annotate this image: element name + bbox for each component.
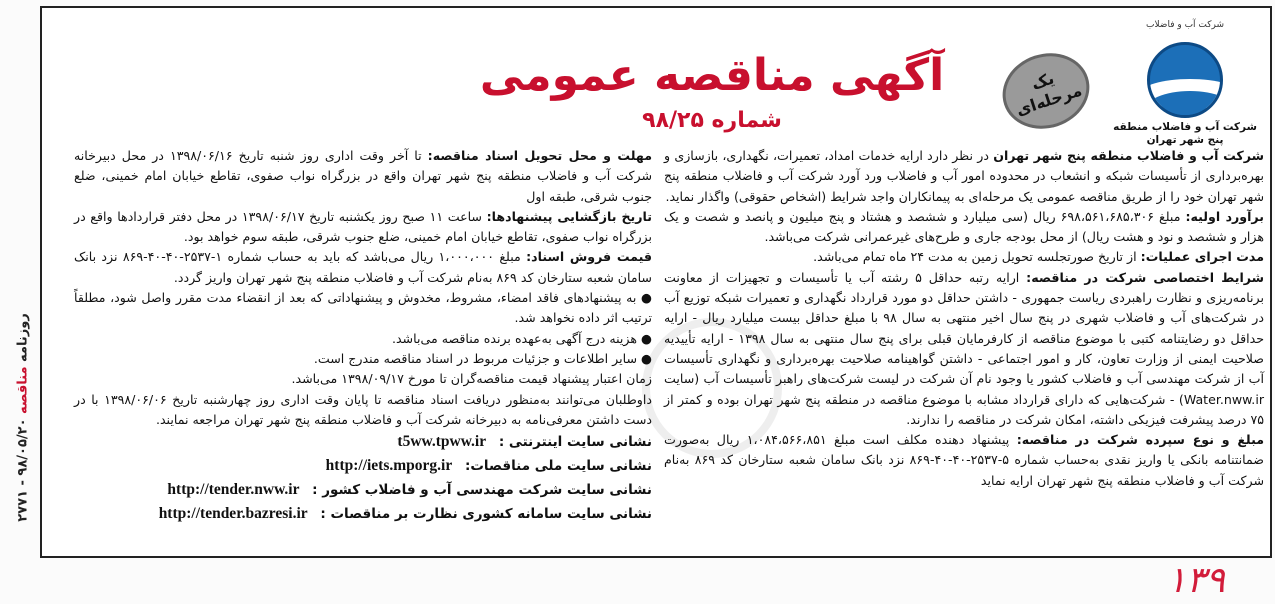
bullet-item: ● سایر اطلاعات و جزئیات مربوط در اسناد مناقصه مندرج است. [313, 350, 652, 366]
deadline-label: مهلت و محل تحویل اسناد مناقصه: [427, 148, 652, 163]
estimate-paragraph [664, 207, 1264, 248]
left-column [74, 146, 652, 526]
intro-company: شرکت آب و فاضلاب منطقه پنج شهر تهران [993, 148, 1264, 163]
nww-tender-link[interactable]: http://tender.nww.ir [167, 481, 300, 499]
link-row [74, 478, 652, 502]
validity-text: زمان اعتبار پیشنهاد قیمت مناقصه‌گران تا مورخ ۱۳۹۸/۰۹/۱۷ می‌باشد. [291, 371, 652, 387]
side-caption [8, 250, 32, 600]
link-row [74, 502, 652, 526]
conditions-text: ارایه رتبه حداقل ۵ رشته آب یا تأسیسات و تجهیزات از معاونت برنامه‌ریزی و نظارت راهبردی ریاست جمهوری - داشتن حداقل دو مورد قرارداد نگهداری و تعمیرات شبکه توزیع آب در شرکت‌های آب و فاضلاب شهری در پنج سال اخیر منتهی به سال ۹۸ با مبلغ حداقل بیست میلیارد ریال - ارایه حداقل دو رضایتنامه کتبی با موضوع مناقصه از کارفرمایان قبلی برای پنج سال منتهی به سال ۱۳۹۸ - ارایه تأییدیه صلاحیت ایمنی از وزارت تعاون، کار و امور اجتماعی - داشتن گواهینامه صلاحیت بهره‌برداری و نگهداری تأسیسات آب از شرکت مهندسی آب و فاضلاب کشور یا وجود نام آن شرکت در لیست شرکت‌های راهبر تأسیسات آب (سایت Water.nww.ir) - شرکت‌هایی که دارای قرارداد مشابه با موضوع مناقصه در منطقه پنج شهر تهران بوده و کمتر از ۷۵ درصد پیشرفت فیزیکی داشته، امکان شرکت در مناقصه را ندارند. [664, 269, 1265, 427]
side-brand: مناقصه [15, 366, 31, 414]
right-column [664, 146, 1264, 491]
stage-stamp: یک مرحله‌ای [993, 42, 1100, 140]
price-text: مبلغ ۱،۰۰۰،۰۰۰ ریال می‌باشد که باید به حساب شماره ۱-۲۵۳۷-۴۰-۴۰-۸۶۹ نزد بانک سامان شعبه ستارخان کد ۸۶۹ به‌نام شرکت آب و فاضلاب منطقه پنج شهر تهران واریز گردد. [74, 249, 652, 285]
opening-label: تاریخ بازگشایی پیشنهادها: [486, 208, 652, 224]
national-tender-link[interactable]: http://iets.mporg.ir [325, 457, 453, 475]
estimate-label: برآورد اولیه: [1185, 208, 1264, 224]
price-label: قیمت فروش اسناد: [526, 249, 653, 265]
deadline-paragraph [74, 146, 652, 207]
bullet-item: ● هزینه درج آگهی به‌عهده برنده مناقصه می‌باشد. [391, 330, 652, 346]
ad-number: شماره ۹۸/۲۵ [642, 108, 782, 133]
guarantee-paragraph [664, 430, 1264, 491]
website-link[interactable]: t5ww.tpww.ir [397, 433, 487, 451]
company-logo [1110, 20, 1260, 146]
duration-paragraph [664, 247, 1264, 267]
applicants-text: داوطلبان می‌توانند به‌منظور دریافت اسناد مناقصه تا پایان وقت اداری روز چهارشنبه تاریخ ۱۳۹۸/۰۶/۰۶ با در دست داشتن معرفی‌نامه به دبیرخانه شرکت آب و فاضلاب منطقه پنج شهر تهران مراجعه نمایند. [74, 391, 652, 427]
link-label: نشانی سایت اینترنتی : [498, 434, 652, 451]
deadline-text: تا آخر وقت اداری روز شنبه تاریخ ۱۳۹۸/۰۶/۱۶ در محل دبیرخانه شرکت آب و فاضلاب منطقه پنج شهر تهران واقع در بزرگراه نواب صفوی، تقاطع خیابان امام خمینی، ضلع جنوب شرقی، طبقه اول [74, 148, 652, 204]
link-row [74, 454, 652, 478]
opening-text: ساعت ۱۱ صبح روز یکشنبه تاریخ ۱۳۹۸/۰۶/۱۷ در محل دفتر قراردادها واقع در بزرگراه نواب صفوی، تقاطع خیابان امام خمینی، ضلع جنوب شرقی، طبقه سوم خواهد بود. [74, 208, 652, 245]
side-number: ۹۸/۰۵/۲۰ - ۲۷۷۱ [15, 418, 31, 522]
intro-text: در نظر دارد ارایه خدمات امداد، تعمیرات، نگهداری، بازسازی و بهره‌برداری از تأسیسات شبکه و انشعاب در محدوده امور آب و فاضلاب ورد آورد شرکت آب و فاضلاب منطقه پنج شهر تهران خود را از طریق مناقصه عمومی یک مرحله‌ای به پیمانکاران واجد شرایط (اشخاص حقوقی) واگذار نماید. [664, 148, 1264, 204]
logo-top-text: شرکت آب و فاضلاب [1145, 20, 1225, 30]
bullet-item: ● به پیشنهادهای فاقد امضاء، مشروط، مخدوش و پیشنهاداتی که بعد از انقضاء مدت مقرر واصل شود، مطلقاً ترتیب اثر داده نخواهد شد. [74, 290, 652, 326]
conditions-paragraph [664, 268, 1264, 430]
logo-company-name: شرکت آب و فاضلاب منطقه پنج شهر تهران [1113, 121, 1257, 146]
handwritten-note: ۱۳۹ [1166, 560, 1225, 601]
side-paper: روزنامه [15, 313, 31, 362]
conditions-label: شرایط اختصاصی شرکت در مناقصه: [1026, 269, 1264, 285]
link-label: نشانی سایت شرکت مهندسی آب و فاضلاب کشور : [312, 482, 652, 499]
link-label: نشانی سایت سامانه کشوری نظارت بر مناقصات : [320, 506, 652, 523]
estimate-text: مبلغ ۶۹۸،۵۶۱،۶۸۵،۳۰۶ ریال (سی میلیارد و ششصد و هشتاد و پنج میلیون و پانصد و شصت و یک هزار و ششصد و نود و هشت ریال) از محل بودجه جاری و طرح‌های غیرعمرانی شرکت می‌باشد. [664, 208, 1264, 245]
ad-title: آگهی مناقصه عمومی [479, 50, 945, 101]
intro-paragraph [664, 146, 1264, 207]
link-label: نشانی سایت ملی مناقصات: [464, 458, 652, 475]
opening-paragraph [74, 207, 652, 248]
bazresi-tender-link[interactable]: http://tender.bazresi.ir [158, 505, 308, 523]
duration-label: مدت اجرای عملیات: [1140, 249, 1264, 265]
link-row [74, 430, 652, 454]
water-drop-icon [1147, 42, 1223, 118]
ad-frame [40, 6, 1272, 558]
price-paragraph [74, 247, 652, 288]
guarantee-text: پیشنهاد دهنده مکلف است مبلغ ۱،۰۸۴،۵۶۶،۸۵۱ ریال به‌صورت ضمانتنامه بانکی یا واریز نقدی به‌حساب شماره ۵-۲۵۳۷-۴۰-۴۰-۸۶۹ نزد بانک سامان شعبه ستارخان کد ۸۶۹ به‌نام شرکت آب و فاضلاب منطقه پنج شهر تهران ارایه نماید [664, 432, 1264, 488]
guarantee-label: مبلغ و نوع سپرده شرکت در مناقصه: [1016, 432, 1265, 448]
duration-text: از تاریخ صورتجلسه تحویل زمین به مدت ۲۴ ماه تمام می‌باشد. [813, 249, 1137, 265]
